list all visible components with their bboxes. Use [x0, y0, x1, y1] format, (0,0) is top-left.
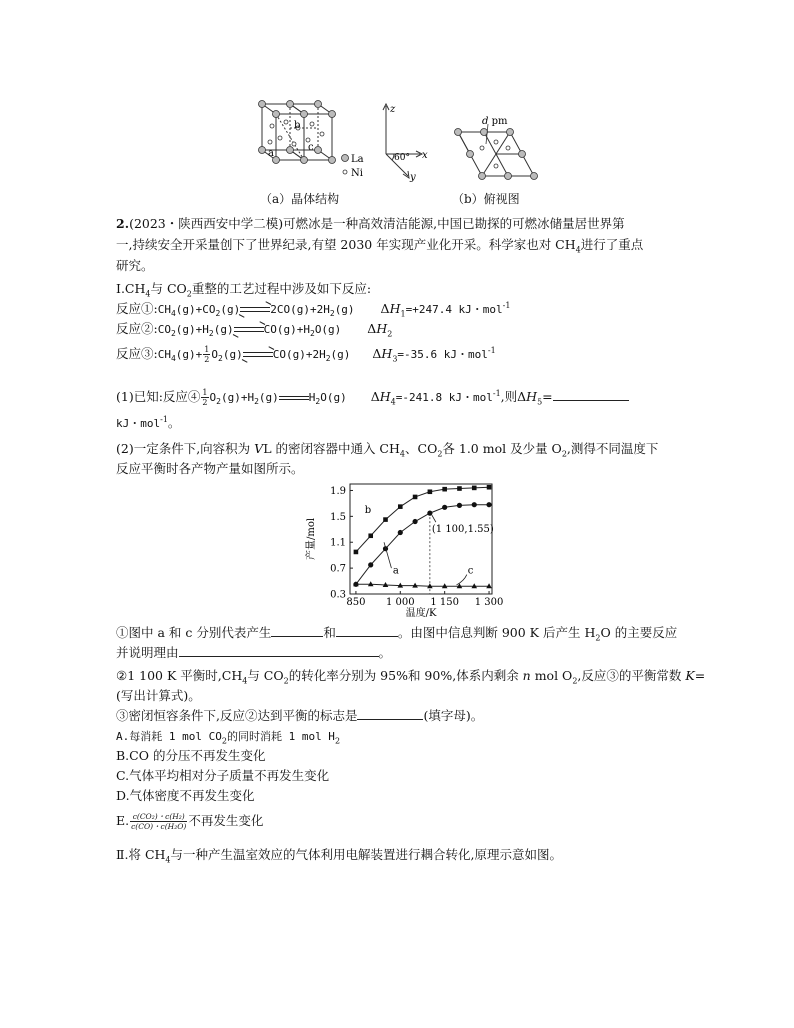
p2-b: 4: [165, 855, 171, 865]
s2-l1e: 2: [437, 449, 443, 459]
r3-fd: 2: [204, 355, 210, 364]
s2-l1a: (2)一定条件下,向容积为: [116, 441, 255, 456]
q21-f: 并说明理由: [116, 645, 179, 660]
q23-a: ③密闭恒容条件下,反应②达到平衡的标志是: [116, 708, 358, 723]
angle-label: 60°: [394, 153, 410, 163]
equals-arrow: [279, 394, 309, 402]
axis-z-label: z: [390, 104, 396, 115]
q2-3: [116, 707, 483, 725]
r3-s4: O: [211, 348, 219, 361]
series-line-b: [356, 487, 489, 552]
point-b: [398, 504, 403, 509]
r1-s2: 4: [170, 309, 176, 319]
s1-d: (g)+H: [220, 391, 255, 404]
r3-dh: Δ: [372, 346, 382, 361]
r1-s6: 2CO(g)+2H: [270, 303, 330, 316]
q22-c: 与 CO: [247, 668, 284, 683]
q2-intro-line1: [116, 215, 625, 233]
p1-c: 与 CO: [150, 281, 187, 296]
r1-h: H: [389, 301, 401, 316]
part1-heading: [116, 280, 371, 298]
r2-s5: (g): [213, 323, 234, 336]
r3-s1: CH: [157, 348, 171, 361]
q2-2-line1: [116, 667, 705, 685]
q2-intro-line2: [116, 236, 643, 254]
point-b: [487, 485, 492, 490]
y-tick-label: 0.7: [330, 563, 346, 575]
q22-h: ,反应③的平衡常数: [577, 668, 686, 683]
s1-then: ,则Δ: [500, 389, 527, 404]
s1-a: (1)已知:反应④: [116, 389, 201, 404]
topview-pm: pm: [488, 116, 508, 127]
point-b: [428, 489, 433, 494]
y-tick-label: 0.3: [330, 589, 346, 601]
s1-dh: Δ: [370, 389, 380, 404]
series-label-a: a: [392, 565, 399, 577]
r2-label: 反应②:: [116, 321, 158, 336]
r2-h: H: [376, 321, 388, 336]
r3-s5: 2: [218, 354, 223, 364]
option-b: B.CO 的分压不再发生变化: [116, 748, 266, 763]
q21-b: 和: [323, 625, 336, 640]
q21-c: 。由图中信息判断 900 K 后产生 H: [397, 625, 596, 640]
option-d: D.气体密度不再发生变化: [116, 788, 255, 803]
sub-question-2-line2: [116, 460, 304, 478]
r2-s6: CO(g)+H: [263, 323, 310, 336]
q22-a: ②1 100 K 平衡时,CH: [116, 668, 243, 683]
s1-g: H: [308, 391, 316, 404]
answer-blank-reason[interactable]: [179, 644, 379, 657]
caption-a: （a）晶体结构: [260, 192, 340, 206]
s2-l1b: L 的密闭容器中通入 CH: [263, 441, 400, 456]
product-yield-chart: [300, 478, 504, 619]
r3-label: 反应③:: [116, 346, 158, 361]
answer-blank-a[interactable]: [271, 624, 323, 637]
s1-eq: =: [542, 389, 553, 404]
s1-end: 。: [167, 415, 181, 430]
reaction-3: [116, 345, 496, 364]
y-tick-label: 1.1: [330, 537, 346, 549]
y-tick-label: 1.9: [330, 485, 346, 497]
q22-k: K: [685, 668, 695, 683]
r2-s8: O(g): [314, 323, 342, 336]
r3-s6: (g): [222, 348, 243, 361]
r3-fraction: [203, 345, 210, 364]
s1-h5: H: [526, 389, 538, 404]
reaction-2: [116, 320, 392, 339]
s1-unitexp: -1: [160, 414, 168, 424]
r1-label: 反应①:: [116, 301, 158, 316]
r3-val: =-35.6 kJ・mol: [397, 348, 488, 361]
q21-g: 。: [378, 645, 392, 660]
answer-blank-letters[interactable]: [357, 707, 423, 720]
r1-hsub: 1: [400, 309, 406, 319]
axes-figure: [374, 100, 434, 182]
s1-c: 2: [216, 397, 221, 407]
r3-fn: 1: [204, 345, 210, 354]
s1-e: 2: [254, 397, 259, 407]
s1-b: O: [209, 391, 217, 404]
r3-hsub: 3: [392, 354, 398, 364]
y-axis-label: 产量/mol: [306, 517, 317, 561]
s1-fn: 1: [202, 388, 208, 397]
equilibrium-arrow: [243, 351, 273, 359]
x-axis-label: 温度/K: [405, 608, 437, 619]
r2-s2: 2: [170, 329, 176, 339]
s1-unit: kJ・mol: [116, 417, 161, 430]
r1-s4: 2: [215, 309, 221, 319]
s2-l2: 反应平衡时各产物产量如图所示。: [116, 461, 304, 476]
q21-a: ①图中 a 和 c 分别代表产生: [116, 625, 272, 640]
q2-intro-2a: 一,持续安全开采量创下了世界纪录,有望 2030 年实现产业化开采。科学家也对 CH: [116, 237, 576, 252]
q22-f: mol O: [530, 668, 573, 683]
q23-b: (填字母)。: [423, 708, 484, 723]
x-tick-label: 1 300: [474, 597, 504, 608]
x-tick-label: 1 000: [385, 597, 415, 608]
r1-val: =+247.4 kJ・mol: [405, 303, 503, 316]
s2-v: V: [254, 441, 264, 456]
point-a: [472, 502, 477, 507]
q2-intro-3: 研究。: [116, 258, 154, 273]
equilibrium-arrow: [234, 326, 264, 334]
s1-hh: H: [379, 389, 391, 404]
q22-j: (写出计算式)。: [116, 688, 201, 703]
caption-b: （b）俯视图: [452, 192, 520, 206]
r3-s8: 2: [325, 354, 331, 364]
reaction-1: [116, 300, 510, 319]
s1-exp: -1: [492, 388, 501, 398]
axis-y-label: y: [410, 172, 416, 183]
r2-s4: 2: [208, 329, 214, 339]
q22-g: 2: [572, 676, 578, 686]
crystal-label-a: a: [268, 148, 274, 159]
point-a: [457, 503, 462, 508]
q22-i: =: [694, 668, 706, 683]
series-label-b: b: [364, 505, 372, 517]
part2-heading: [116, 846, 562, 864]
s1-h: 2: [315, 397, 321, 407]
point-a: [486, 502, 491, 507]
p1-a: Ⅰ.CH: [116, 281, 146, 296]
option-a: [116, 727, 340, 746]
opt-a3: 的同时消耗 1 mol H: [226, 730, 335, 743]
crystal-label-c: c: [308, 142, 314, 153]
axis-x-label: x: [422, 150, 428, 161]
r2-s3: (g)+H: [175, 323, 209, 336]
opt-e2: 不再发生变化: [188, 813, 264, 828]
s2-l1g: 2: [561, 449, 567, 459]
p2-a: Ⅱ.将 CH: [116, 847, 166, 862]
q22-b: 4: [242, 676, 248, 686]
s1-val: =-241.8 kJ・mol: [395, 391, 493, 404]
s1-fraction: [201, 388, 208, 407]
x-tick-label: 1 150: [430, 597, 459, 608]
p1-b: 4: [145, 289, 151, 299]
annotation-label: (1 100,1.55): [431, 524, 494, 536]
sub-question-2-line1: [116, 440, 658, 458]
r1-s8: (g): [334, 303, 355, 316]
opt-a2: 2: [221, 736, 227, 746]
point-b: [472, 486, 477, 491]
q2-2-line2: [116, 687, 201, 705]
point-b: [368, 533, 373, 538]
sub-question-1-unit: [116, 414, 180, 433]
q21-d: 2: [595, 633, 601, 643]
s1-f: (g): [258, 391, 279, 404]
r3-s9: (g): [330, 348, 351, 361]
annotation-leader: [432, 515, 436, 522]
point-b: [413, 495, 418, 500]
point-b: [457, 486, 462, 491]
point-b: [383, 517, 388, 522]
equilibrium-arrow: [240, 306, 270, 314]
s1-i: O(g): [320, 391, 347, 404]
answer-blank-dh5[interactable]: [553, 388, 629, 401]
q2-intro-2c: 进行了重点: [580, 237, 644, 252]
r2-hsub: 2: [387, 329, 393, 339]
r1-s3: (g)+CO: [175, 303, 216, 316]
opt-e-num: c(CO₂)・c(H₂): [130, 812, 187, 822]
p1-d: 2: [186, 289, 192, 299]
r1-s5: (g): [220, 303, 241, 316]
r3-h: H: [381, 346, 393, 361]
q22-n: n: [522, 668, 531, 683]
s2-l1d: 、CO: [405, 441, 438, 456]
top-view-figure: [448, 112, 548, 184]
topview-d-label: [482, 116, 508, 127]
leader-c: [457, 575, 467, 585]
r3-s2: 4: [170, 354, 176, 364]
q22-d: 2: [283, 676, 289, 686]
series-line-c: [356, 584, 489, 586]
s1-hsub: 4: [390, 397, 396, 407]
point-b: [442, 487, 447, 492]
p1-e: 重整的工艺过程中涉及如下反应:: [191, 281, 372, 296]
q2-intro-2b: 4: [575, 245, 581, 255]
s1-h5sub: 5: [537, 397, 543, 407]
point-a: [368, 562, 373, 567]
series-label-c: c: [467, 565, 474, 577]
point-b: [354, 550, 359, 555]
option-c: C.气体平均相对分子质量不再发生变化: [116, 768, 330, 783]
r2-s1: CO: [157, 323, 171, 336]
r2-dh: Δ: [367, 321, 377, 336]
q21-e: O 的主要反应: [600, 625, 678, 640]
point-a: [442, 505, 447, 510]
point-a: [427, 511, 432, 516]
x-tick-label: 850: [346, 597, 366, 608]
answer-blank-c[interactable]: [336, 624, 398, 637]
s2-l1h: ,测得不同温度下: [566, 441, 659, 456]
p2-c: 与一种产生温室效应的气体利用电解装置进行耦合转化,原理示意如图。: [170, 847, 562, 862]
crystal-structure-figure: [250, 98, 390, 188]
r3-s3: (g)+: [175, 348, 203, 361]
sub-question-1: [116, 388, 629, 407]
crystal-label-b: b: [294, 120, 301, 131]
point-a: [412, 519, 417, 524]
s1-fd: 2: [202, 398, 208, 407]
r1-s7: 2: [329, 309, 335, 319]
topview-d: d: [482, 116, 489, 127]
opt-a4: 2: [334, 736, 341, 746]
s2-l1f: 各 1.0 mol 及少量 O: [442, 441, 562, 456]
opt-e-fraction: [130, 812, 187, 831]
y-tick-label: 1.5: [330, 511, 346, 523]
r3-s7: CO(g)+2H: [272, 348, 326, 361]
legend-la: La: [351, 154, 364, 165]
r3-exp: -1: [487, 345, 496, 355]
r2-s7: 2: [309, 329, 315, 339]
s2-l1c: 4: [399, 449, 405, 459]
r1-exp: -1: [502, 300, 511, 310]
q2-intro-1: (2023・陕西西安中学二模)可燃冰是一种高效清洁能源,中国已勘探的可燃冰储量居世界第: [129, 216, 625, 231]
question-number: 2.: [116, 216, 130, 231]
opt-e1: E.: [116, 813, 130, 828]
point-a: [398, 530, 403, 535]
plot-frame: [350, 484, 492, 594]
opt-a1: A.每消耗 1 mol CO: [116, 730, 222, 743]
q2-1-line1: [116, 624, 677, 642]
q2-intro-line3: [116, 257, 154, 275]
opt-e-den: c(CO)・c(H₂O): [131, 822, 187, 831]
legend-ni: Ni: [351, 168, 363, 179]
r1-s1: CH: [157, 303, 171, 316]
r1-dh: Δ: [380, 301, 390, 316]
q2-1-line2: [116, 644, 391, 662]
q22-e: 的转化率分别为 95%和 90%,体系内剩余: [288, 668, 523, 683]
option-e: [116, 812, 263, 831]
